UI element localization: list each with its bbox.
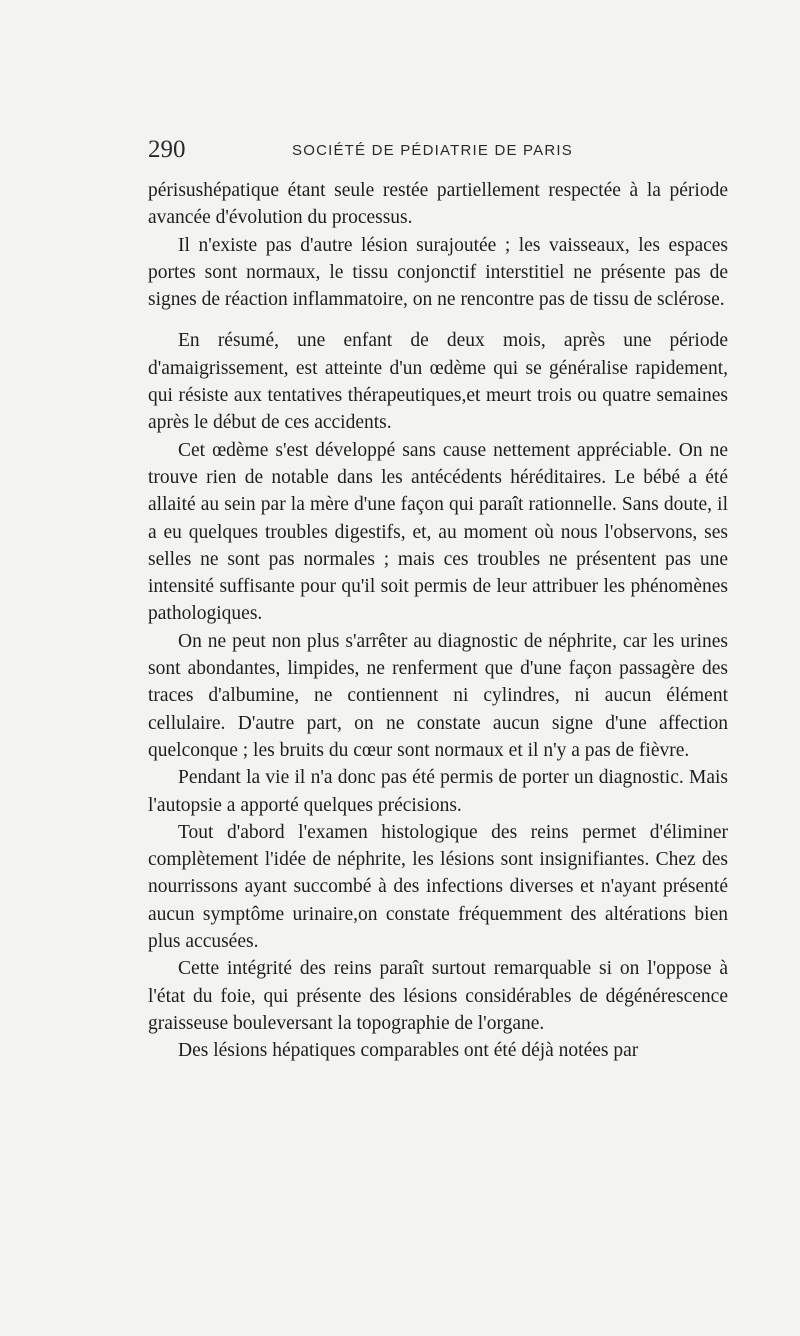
paragraph: périsushépatique étant seule restée partiellement respectée à la période avancée d'évolution du processus.	[148, 180, 728, 229]
paragraph: En résumé, une enfant de deux mois, après une période d'amaigrissement, est atteinte d'un œdème qui se généralise rapidement, qui résiste aux tentatives thérapeutiques,et meurt trois ou quatre semaines après le début de ces accidents.	[148, 330, 728, 434]
paragraph: Tout d'abord l'examen histologique des reins permet d'éliminer complètement l'idée de néphrite, les lésions sont insignifiantes. Chez des nourrissons ayant succombé à des infections diverses et n'ayant présenté aucun symptôme urinaire,on constate fréquemment des altérations bien plus accusées.	[148, 821, 728, 953]
paragraph: Pendant la vie il n'a donc pas été permis de porter un diagnostic. Mais l'autopsie a apporté quelques précisions.	[148, 767, 728, 816]
paragraph: Il n'existe pas d'autre lésion surajoutée ; les vaisseaux, les espaces portes sont normaux, le tissu conjonctif interstitiel ne présente pas de signes de réaction inflammatoire, on ne rencontre pas de tissu de sclérose.	[148, 234, 728, 311]
paragraph: Cet œdème s'est développé sans cause nettement appréciable. On ne trouve rien de notable dans les antécédents héréditaires. Le bébé a été allaité au sein par la mère d'une façon qui paraît rationnelle. Sans doute, il a eu quelques troubles digestifs, et, au moment où nous l'observons, ses selles ne sont pas normales ; mais ces troubles ne présentent pas une intensité suffisante pour qu'il soit permis de leur attribuer les phénomènes pathologiques.	[148, 439, 728, 625]
body-text	[148, 177, 728, 1065]
paragraph: Cette intégrité des reins paraît surtout remarquable si on l'oppose à l'état du foie, qui présente des lésions considérables de dégénérescence graisseuse bouleversant la topographie de l'organe.	[148, 958, 728, 1034]
paragraph: On ne peut non plus s'arrêter au diagnostic de néphrite, car les urines sont abondantes, limpides, ne renferment que d'une façon passagère des traces d'albumine, ne contiennent ni cylindres, ni aucun élément cellulaire. D'autre part, on ne constate aucun signe d'une affection quelconque ; les bruits du cœur sont normaux et il n'y a pas de fièvre.	[148, 630, 728, 761]
page-number: 290	[148, 136, 186, 163]
running-title: SOCIÉTÉ DE PÉDIATRIE DE PARIS	[292, 142, 573, 159]
paragraph: Des lésions hépatiques comparables ont été déjà notées par	[178, 1040, 639, 1062]
page-header	[148, 136, 728, 172]
